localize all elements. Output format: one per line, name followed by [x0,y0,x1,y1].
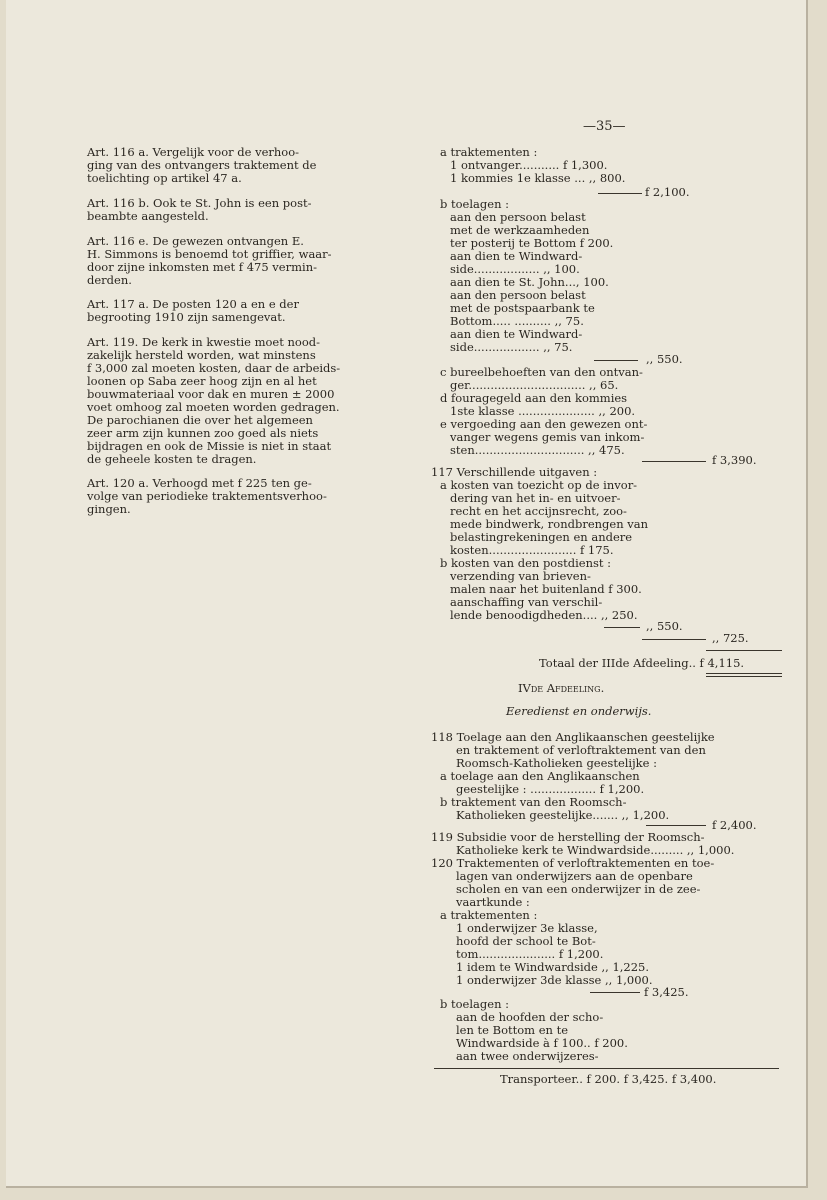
right-line: a traktementen : [440,145,538,159]
right-line: ,, 550. [646,352,683,366]
right-line: en traktement of verloftraktement van den [456,743,706,757]
right-line: aan de hoofden der scho- [456,1010,604,1024]
right-line: f 3,425. [644,985,689,999]
right-line: 117 Verschillende uitgaven : [431,465,598,479]
left-line: bouwmateriaal voor dak en muren ± 2000 [87,387,335,401]
right-line: Katholieke kerk te Windwardside......... ,, 1,000. [456,843,735,857]
right-line: hoofd der school te Bot- [456,934,596,948]
right-line: 1 kommies 1e klasse ... ,, 800. [450,171,626,185]
right-line: Roomsch-Katholieken geestelijke : [456,756,657,770]
right-line: aan den persoon belast [450,288,586,302]
subtotal-rule [642,461,706,462]
subtotal-rule [604,627,640,628]
left-line: gingen. [87,502,131,516]
left-line: zakelijk hersteld worden, wat minstens [87,348,316,362]
left-line: f 3,000 zal moeten kosten, daar de arbeids- [87,361,341,375]
right-line: Bottom..... .......... ,, 75. [450,314,584,328]
right-line: recht en het accijnsrecht, zoo- [450,504,627,518]
right-line: aan dien te Windward- [450,327,583,341]
right-line: 1 onderwijzer 3e klasse, [456,921,598,935]
section-subheading: Eeredienst en onderwijs. [506,704,652,718]
left-line: bijdragen en ook de Missie is niet in staat [87,439,332,453]
right-line: b toelagen : [440,997,510,1011]
right-line: a toelage aan den Anglikaanschen [440,769,640,783]
right-line: tom..................... f 1,200. [456,947,604,961]
transport-rule [434,1068,779,1069]
right-line: malen naar het buitenland f 300. [450,582,642,596]
right-line: ,, 550. [646,619,683,633]
right-line: ger................................ ,, 65. [450,378,619,392]
left-line: voet omhoog zal moeten worden gedragen. [87,400,340,414]
right-line: aan dien te Windward- [450,249,583,263]
total-rule [706,650,782,651]
right-line: b kosten van den postdienst : [440,556,612,570]
right-line: 118 Toelage aan den Anglikaanschen geestelijke [431,730,715,744]
right-line: mede bindwerk, rondbrengen van [450,517,649,531]
right-line: side.................. ,, 75. [450,340,573,354]
right-line: lagen van onderwijzers aan de openbare [456,869,693,883]
subtotal-rule [598,193,642,194]
right-line: lende benoodigdheden.... ,, 250. [450,608,638,622]
right-line: 1 idem te Windwardside ,, 1,225. [456,960,650,974]
right-line: aan twee onderwijzeres- [456,1049,599,1063]
subtotal-rule [646,825,706,826]
left-line: Art. 116 b. Ook te St. John is een post- [87,196,312,210]
left-line: derden. [87,273,132,287]
right-line: ,, 725. [712,631,749,645]
right-line: scholen en van een onderwijzer in de zee- [456,882,701,896]
right-line: e vergoeding aan den gewezen ont- [440,417,648,431]
right-line: b traktement van den Roomsch- [440,795,627,809]
right-line: met de werkzaamheden [450,223,590,237]
right-line: aanschaffing van verschil- [450,595,603,609]
transport-line: Transporteer.. f 200. f 3,425. f 3,400. [500,1072,717,1086]
subtotal-rule [642,639,706,640]
right-line: vanger wegens gemis van inkom- [450,430,645,444]
right-line: sten.............................. ,, 475. [450,443,625,457]
right-line: a kosten van toezicht op de invor- [440,478,638,492]
section-heading: IVde Afdeeling. [518,681,605,695]
right-line: vaartkunde : [456,895,530,909]
subtotal-rule [590,992,640,993]
left-line: door zijne inkomsten met f 475 vermin- [87,260,317,274]
right-line: 120 Traktementen of verloftraktementen en toe- [431,856,715,870]
left-line: de geheele kosten te dragen. [87,452,257,466]
right-line: met de postspaarbank te [450,301,595,315]
left-line: Art. 119. De kerk in kwestie moet nood- [87,335,321,349]
left-line: ging van des ontvangers traktement de [87,158,317,172]
right-line: side.................. ,, 100. [450,262,580,276]
right-line: aan den persoon belast [450,210,586,224]
left-line: De parochianen die over het algemeen [87,413,313,427]
right-line: Windwardside à f 100.. f 200. [456,1036,628,1050]
right-line: ter posterij te Bottom f 200. [450,236,614,250]
left-line: volge van periodieke traktementsverhoo- [87,489,327,503]
right-line: 1ste klasse ..................... ,, 200. [450,404,636,418]
left-line: Art. 117 a. De posten 120 a en e der [87,297,299,311]
left-line: loonen op Saba zeer hoog zijn en al het [87,374,317,388]
subtotal-rule [594,360,638,361]
right-line: f 2,100. [645,185,690,199]
right-line: a traktementen : [440,908,538,922]
right-line: 1 ontvanger........... f 1,300. [450,158,608,172]
left-line: begrooting 1910 zijn samengevat. [87,310,286,324]
right-line: Katholieken geestelijke....... ,, 1,200. [456,808,670,822]
left-line: Art. 120 a. Verhoogd met f 225 ten ge- [87,476,312,490]
left-line: Art. 116 a. Vergelijk voor de verhoo- [87,145,300,159]
right-line: dering van het in- en uitvoer- [450,491,621,505]
right-line: 119 Subsidie voor de herstelling der Roomsch- [431,830,705,844]
total-double-rule [706,673,782,674]
right-line: aan dien te St. John..., 100. [450,275,609,289]
right-line: geestelijke : .................. f 1,200. [456,782,645,796]
right-line: 1 onderwijzer 3de klasse ,, 1,000. [456,973,653,987]
right-line: f 2,400. [712,818,757,832]
left-line: Art. 116 e. De gewezen ontvangen E. [87,234,304,248]
right-line: c bureelbehoeften van den ontvan- [440,365,643,379]
right-line: kosten........................ f 175. [450,543,614,557]
left-line: toelichting op artikel 47 a. [87,171,242,185]
right-line: d fouragegeld aan den kommies [440,391,628,405]
page-number: —35— [583,119,626,134]
left-line: H. Simmons is benoemd tot griffier, waar- [87,247,332,261]
right-line: verzending van brieven- [450,569,591,583]
section-total: Totaal der IIIde Afdeeling.. f 4,115. [539,656,745,670]
left-line: beambte aangesteld. [87,209,209,223]
right-line: belastingrekeningen en andere [450,530,633,544]
left-line: zeer arm zijn kunnen zoo goed als niets [87,426,319,440]
right-line: len te Bottom en te [456,1023,569,1037]
total-double-rule [706,676,782,677]
document-page [6,0,808,1188]
right-line: b toelagen : [440,197,510,211]
right-line: f 3,390. [712,453,757,467]
